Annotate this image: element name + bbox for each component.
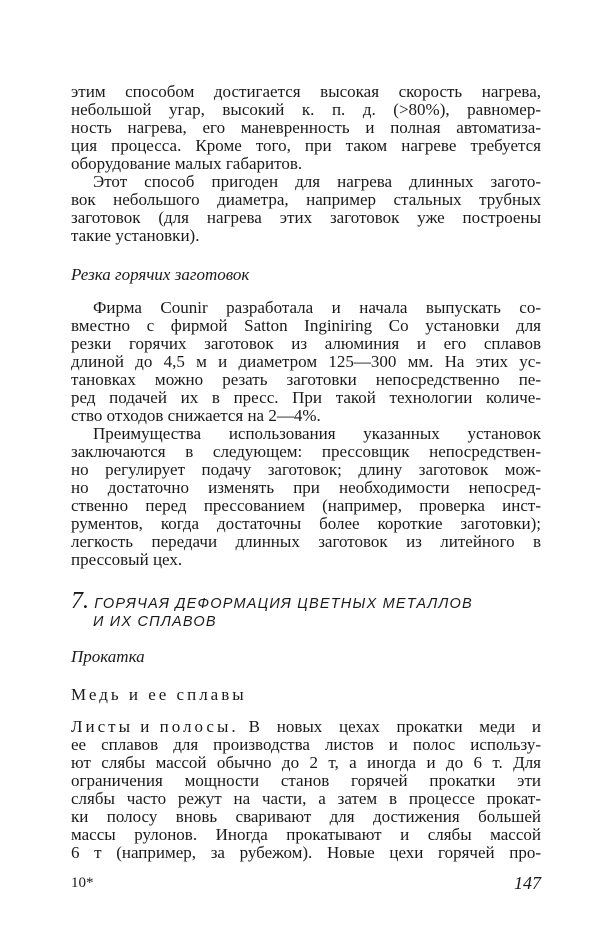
text-line: ки полосу вновь сваривают для достижения большей <box>71 807 541 826</box>
paragraph-induction-heating <box>71 83 541 245</box>
section-title-line: И ИХ СПЛАВОВ <box>93 614 217 630</box>
section-title-line: ГОРЯЧАЯ ДЕФОРМАЦИЯ ЦВЕТНЫХ МЕТАЛЛОВ <box>94 596 473 612</box>
text-line: ция процесса. Кроме того, при таком нагреве требуется <box>71 136 541 155</box>
subheading-copper-alloys: Медь и ее сплавы <box>71 685 247 704</box>
text-line: этим способом достигается высокая скорость нагрева, <box>71 82 541 101</box>
page-footer <box>71 874 541 892</box>
text-line: легкость передачи длинных заготовок из литейного в <box>71 532 541 551</box>
text-line: ред подачей их в пресс. При такой технологии количе- <box>71 388 541 407</box>
section-number: 7. <box>71 588 89 614</box>
text-line: 6 т (например, за рубежом). Новые цехи горячей про- <box>71 843 541 862</box>
paragraph-billet-cutting <box>71 299 541 569</box>
text-line: оборудование малых габаритов. <box>71 154 303 173</box>
text-line: заготовок (для нагрева этих заготовок уже построены <box>71 208 541 227</box>
text-line: заключаются в следующем: прессовщик непосредствен- <box>71 442 541 461</box>
text-line: такие установки). <box>71 226 200 245</box>
signature-mark: 10* <box>71 875 94 891</box>
text-line: ограничения мощности станов горячей прокатки эти <box>71 771 541 790</box>
text-line: длиной до 4,5 м и диаметром 125—300 мм. На этих ус- <box>71 352 541 371</box>
subheading-hot-billet-cutting: Резка горячих заготовок <box>71 265 250 284</box>
text-line: резки горячих заготовок из алюминия и его сплавов <box>71 334 541 353</box>
text-line: слябы часто режут на части, а затем в процессе прокат- <box>71 789 541 808</box>
text-line: но регулирует подачу заготовок; длину заготовок мож- <box>71 460 541 479</box>
text-line: ство отходов снижается на 2—4%. <box>71 406 321 425</box>
text-line: ее сплавов для производства листов и полос использу- <box>71 735 541 754</box>
text-line: Этот способ пригоден для нагрева длинных загото- <box>93 172 541 191</box>
text-line: ют слябы массой обычно до 2 т, а иногда и до 6 т. Для <box>71 753 541 772</box>
text-line: вместно с фирмой Satton Inginiring Co установки для <box>71 316 541 335</box>
paragraph-sheets-strips <box>71 718 541 862</box>
subheading-rolling: Прокатка <box>71 647 145 666</box>
text-line: вок небольшого диаметра, например стальных трубных <box>71 190 541 209</box>
text-line: ственно перед прессованием (например, проверка инст- <box>71 496 541 515</box>
text-line: Преимущества использования указанных установок <box>93 424 541 443</box>
text-line: небольшой угар, высокий к. п. д. (>80%), равномер- <box>71 100 541 119</box>
text-line: прессовый цех. <box>71 550 183 569</box>
text-line: Фирма Counir разработала и начала выпускать со- <box>93 298 541 317</box>
text-line: тановках можно резать заготовки непосредственно пе- <box>71 370 541 389</box>
page-number: 147 <box>514 873 541 893</box>
text-line: рументов, когда достаточны более короткие заготовки); <box>71 514 541 533</box>
text-line: но достаточно изменять при необходимости непосред- <box>71 478 541 497</box>
run-in-heading: Листы и полосы. <box>71 717 239 736</box>
text-line: массы рулонов. Иногда прокатывают и слябы массой <box>71 825 541 844</box>
text-line: ность нагрева, его маневренность и полная автоматиза- <box>71 118 541 137</box>
section-heading <box>71 588 541 631</box>
text-line: Листы и полосы. В новых цехах прокатки меди и <box>71 717 541 736</box>
